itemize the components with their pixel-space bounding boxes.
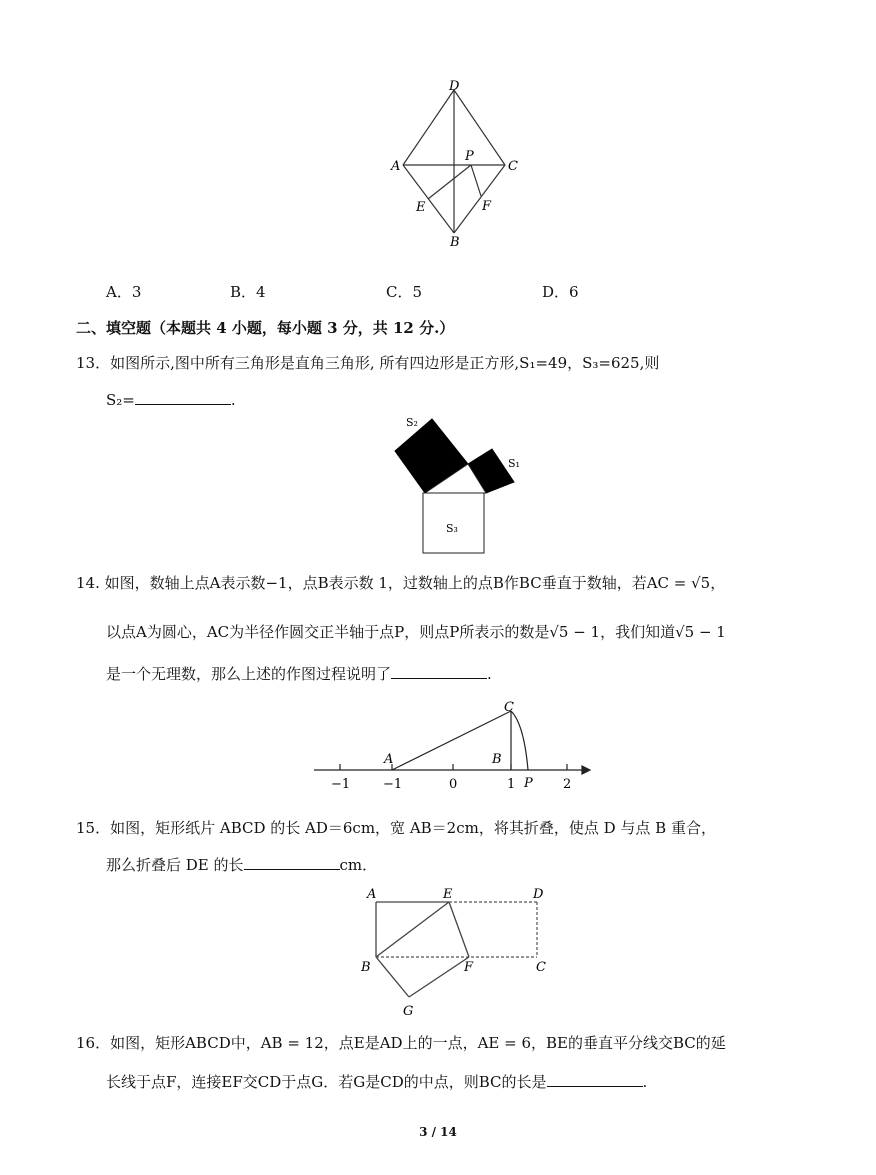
- q16-answer-blank[interactable]: [547, 1070, 643, 1087]
- arc-cp: [511, 711, 528, 770]
- edge-dc: [454, 90, 505, 165]
- label-a: A: [367, 887, 377, 902]
- rhombus-figure: [385, 78, 525, 250]
- q16-line2: 长线于点F，连接EF交CD于点G．若G是CD的中点，则BC的长是 .: [106, 1070, 647, 1092]
- label-e: E: [443, 887, 453, 902]
- label-b: B: [361, 960, 371, 975]
- label-d: D: [533, 887, 544, 902]
- label-f: F: [482, 199, 492, 214]
- q15-line1: 15．如图，矩形纸片 ABCD 的长 AD＝6cm，宽 AB＝2cm，将其折叠，使点 D 与点 B 重合，: [76, 819, 716, 837]
- label-b: B: [492, 752, 502, 767]
- edge-gf: [409, 957, 469, 997]
- option-a: A．3: [106, 283, 142, 301]
- q16-line1: 16．如图，矩形ABCD中，AB = 12，点E是AD上的一点，AE = 6，BE的垂直平分线交BC的延: [76, 1034, 726, 1052]
- label-c: C: [504, 700, 514, 715]
- q14-line2: 以点A为圆心，AC为半径作圆交正半轴于点P，则点P所表示的数是√5 − 1，我们知道√5 − 1: [106, 623, 726, 641]
- number-line-figure: [312, 696, 594, 798]
- label-d: D: [449, 79, 460, 94]
- option-c: C．5: [386, 283, 423, 301]
- q14-answer-blank[interactable]: [391, 662, 487, 679]
- label-s3: S₃: [446, 522, 458, 535]
- option-d: D．6: [542, 283, 579, 301]
- label-s1: S₁: [508, 457, 520, 470]
- label-g: G: [403, 1004, 414, 1019]
- folded-rectangle-figure: [357, 882, 557, 1020]
- option-b: B．4: [230, 283, 266, 301]
- tick-label: 1: [507, 777, 516, 792]
- page-number: 3 / 14: [419, 1125, 457, 1139]
- label-b: B: [450, 235, 460, 250]
- q13-answer-blank[interactable]: [135, 388, 231, 405]
- edge-ef: [449, 902, 469, 957]
- label-a: A: [384, 752, 394, 767]
- tick-label: 0: [449, 777, 458, 792]
- q13-line1: 13．如图所示,图中所有三角形是直角三角形, 所有四边形是正方形,S₁=49，S₃=625,则: [76, 354, 660, 372]
- q15-answer-blank[interactable]: [244, 853, 340, 870]
- label-c: C: [536, 960, 546, 975]
- segment-pe: [428, 165, 471, 199]
- edge-cb: [454, 165, 505, 233]
- tick-label: 2: [563, 777, 572, 792]
- q13-line2: S₂= .: [106, 388, 236, 410]
- section-title: 二、填空题（本题共 4 小题，每小题 3 分，共 12 分.）: [76, 319, 455, 337]
- tick-label: −1: [383, 777, 403, 792]
- label-c: C: [508, 159, 518, 174]
- label-p: P: [465, 149, 474, 164]
- segment-pf: [471, 165, 481, 196]
- q14-line3: 是一个无理数，那么上述的作图过程说明了 .: [106, 662, 492, 684]
- q14-line1: 14. 如图，数轴上点A表示数−1，点B表示数 1，过数轴上的点B作BC垂直于数轴，若AC = √5，: [76, 574, 726, 592]
- edge-da: [403, 90, 454, 165]
- squares-figure: [390, 412, 526, 560]
- label-p: P: [524, 776, 533, 791]
- edge-bg: [376, 957, 409, 997]
- tick-label: −1: [331, 777, 351, 792]
- label-f: F: [464, 960, 474, 975]
- label-a: A: [391, 159, 401, 174]
- q15-line2: 那么折叠后 DE 的长 cm．: [106, 853, 377, 875]
- edge-be: [376, 902, 449, 957]
- label-e: E: [416, 200, 426, 215]
- label-s2: S₂: [406, 416, 418, 429]
- axis-arrow: [582, 766, 590, 774]
